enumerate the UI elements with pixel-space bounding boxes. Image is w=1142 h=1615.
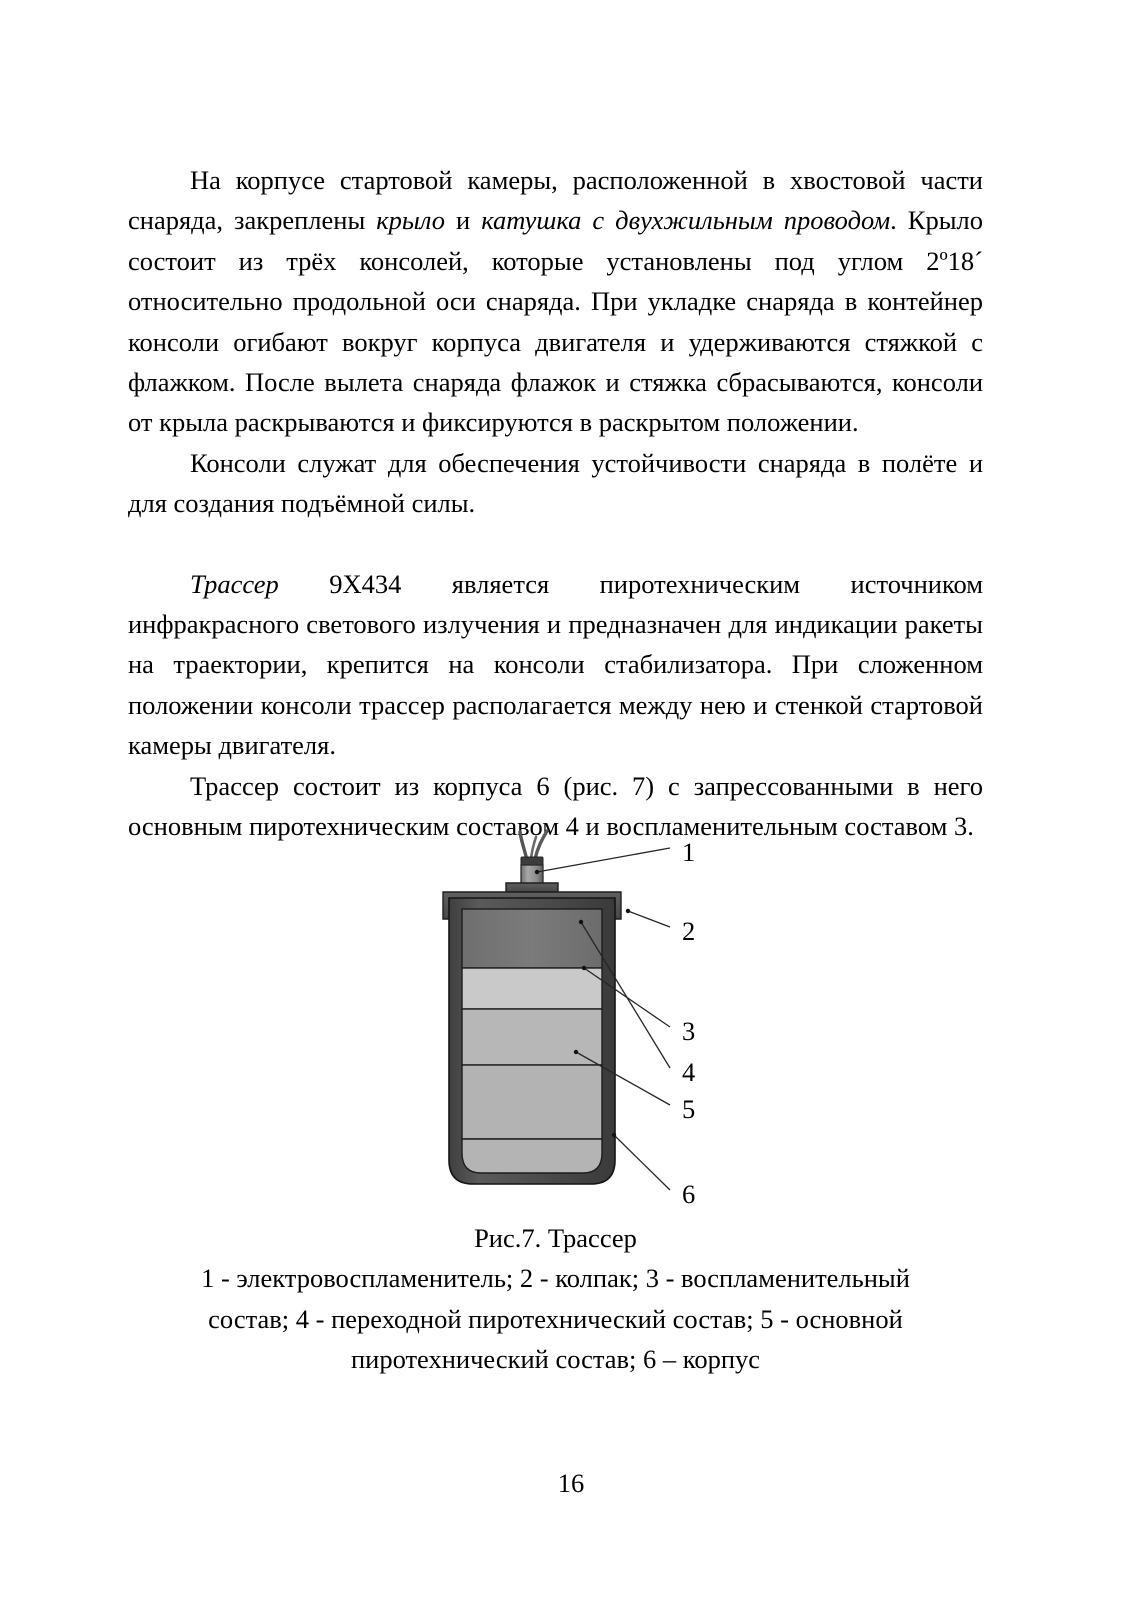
text-run: На корпусе стартовой камеры, расположенной в хвостовой части снаряда, закреплены	[128, 165, 983, 236]
paragraph-2	[128, 443, 983, 524]
text-run: . Крыло состоит из трёх консолей, которые установлены под углом 2º18´ относительно продольной оси снаряда. При укладке снаряда в контейнер консоли огибают вокруг корпуса двигателя и удерживаются стяжкой с флажком. После вылета снаряда флажок и стяжка сбрасываются, консоли от крыла раскрываются и фиксируются в раскрытом положении.	[128, 205, 983, 438]
document-body	[128, 160, 983, 847]
figure-legend-line-2: состав; 4 - переходной пиротехнический состав; 5 - основной	[208, 1303, 903, 1334]
callout-leader-line-1	[537, 848, 670, 872]
callout-number-5: 5	[682, 1094, 696, 1124]
layer-main-composition-middle	[462, 1065, 602, 1139]
callout-number-2: 2	[682, 916, 696, 946]
callout-anchor-dot-6	[612, 1133, 616, 1137]
figure-caption-title: Рис.7. Трассер	[474, 1223, 637, 1253]
text-run: Консоли служат для обеспечения устойчивости снаряда в полёте и для создания подъёмной силы.	[128, 447, 983, 519]
callout-anchor-dot-1	[535, 870, 539, 874]
callout-anchor-dot-2	[626, 909, 630, 913]
internal-charge-stack	[462, 909, 602, 1173]
paragraph-spacer	[128, 524, 983, 564]
callout-leader-line-6	[614, 1135, 670, 1190]
page-number: 16	[557, 1468, 585, 1498]
callout-anchor-dot-3	[582, 966, 586, 970]
paragraph-3	[128, 564, 983, 766]
emphasis-term: катушка с двухжильным проводом	[481, 205, 891, 236]
callout-anchor-dot-4	[579, 920, 583, 924]
emphasis-term: Трассер	[190, 568, 279, 599]
emphasis-term: крыло	[376, 205, 446, 236]
igniter-wire-left	[520, 832, 527, 860]
figure-legend-line-1: 1 - электровоспламенитель; 2 - колпак; 3 - воспламенительный	[201, 1263, 910, 1294]
cap-boss	[506, 883, 558, 892]
callout-number-3: 3	[682, 1016, 696, 1046]
figure-caption	[128, 1218, 983, 1380]
igniter-wire-right	[535, 831, 547, 859]
text-run: Трассер состоит из корпуса 6 (рис. 7) с запрессованными в него основным пиротехническим составом 4 и воспламенительным составом 3.	[128, 770, 983, 842]
layer-main-composition-upper	[462, 1009, 602, 1065]
text-run: и	[445, 205, 482, 236]
callout-number-6: 6	[682, 1179, 696, 1209]
layer-transition-composition	[462, 968, 602, 1009]
layer-main-composition-lower	[462, 1139, 602, 1173]
callout-anchor-dot-5	[574, 1050, 578, 1054]
tracer-cross-section-drawing	[0, 812, 1142, 1212]
callout-number-1: 1	[682, 837, 696, 867]
paragraph-1	[128, 160, 983, 443]
layer-ignition-composition	[462, 909, 602, 968]
text-run: 9Х434 является пиротехническим источником инфракрасного светового излучения и предназначен для индикации ракеты на траектории, крепится на консоли стабилизатора. При сложенном положении консоли трассер располагается между нею и стенкой стартовой камеры двигателя.	[128, 568, 983, 761]
callout-number-4: 4	[682, 1057, 696, 1087]
figure-legend-line-3: пиротехнический состав; 6 – корпус	[350, 1344, 761, 1375]
figure-tracer	[0, 812, 1142, 1212]
callout-leader-line-2	[628, 911, 670, 927]
